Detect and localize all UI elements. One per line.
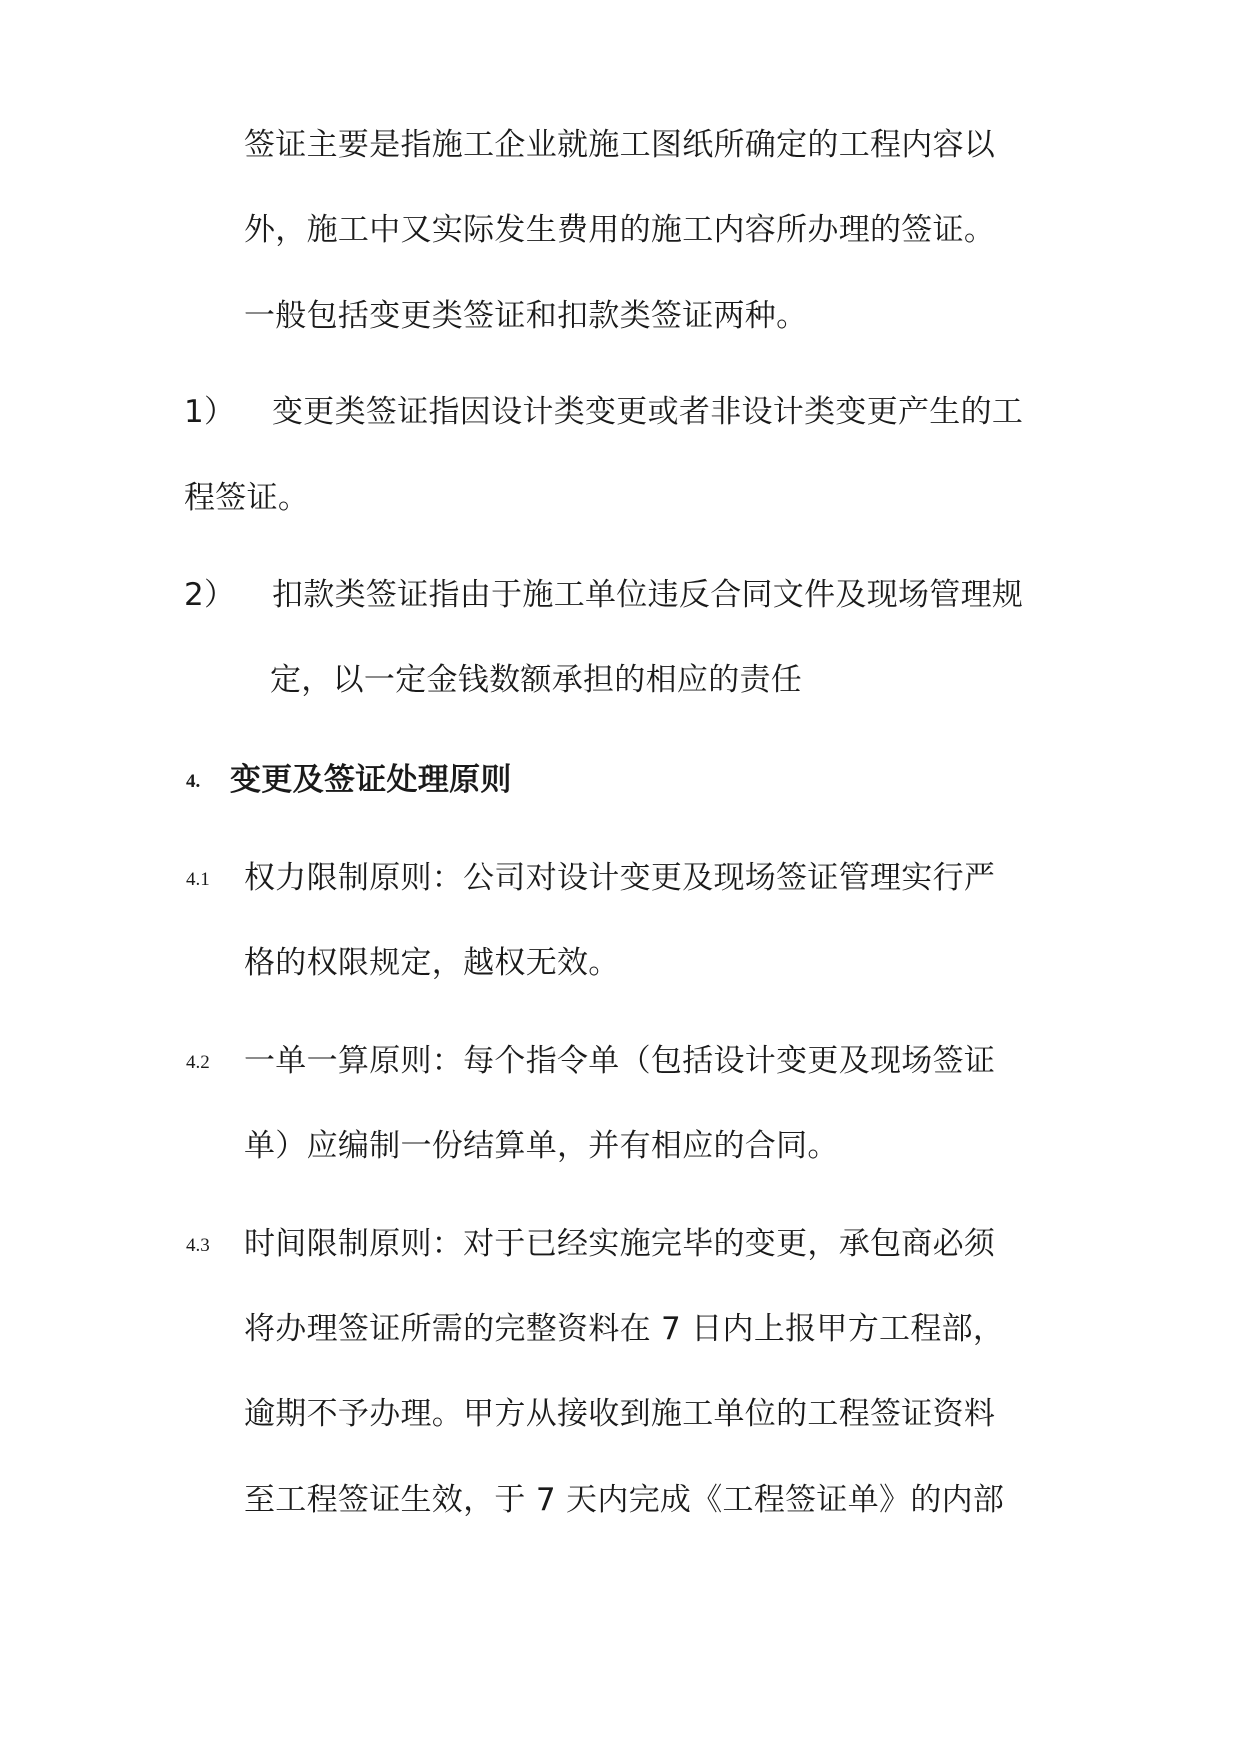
- clause-4-1-number: 4.1: [186, 869, 210, 890]
- intro-line-3: 一般包括变更类签证和扣款类签证两种。: [244, 298, 808, 334]
- clause-4-3-line-1: 时间限制原则：对于已经实施完毕的变更，承包商必须: [244, 1226, 996, 1262]
- clause-4-2-line-1: 一单一算原则：每个指令单（包括设计变更及现场签证: [244, 1043, 996, 1079]
- clause-4-3-line-4: 至工程签证生效，于 7 天内完成《工程签证单》的内部: [244, 1482, 1005, 1518]
- clause-4-2-line-2: 单）应编制一份结算单，并有相应的合同。: [244, 1128, 839, 1164]
- clause-4-1-line-2: 格的权限规定，越权无效。: [244, 945, 620, 981]
- section-number: 4.: [186, 771, 201, 792]
- clause-4-1-line-1: 权力限制原则：公司对设计变更及现场签证管理实行严: [244, 860, 996, 896]
- clause-4-3-line-2: 将办理签证所需的完整资料在 7 日内上报甲方工程部，: [244, 1311, 1005, 1347]
- intro-line-1: 签证主要是指施工企业就施工图纸所确定的工程内容以: [244, 127, 996, 163]
- list-item-2-line-2: 定，以一定金钱数额承担的相应的责任: [270, 662, 803, 698]
- clause-4-2-number: 4.2: [186, 1052, 210, 1073]
- list-item-2-marker: 2）: [184, 577, 236, 613]
- list-item-1-line-1: 变更类签证指因设计类变更或者非设计类变更产生的工: [272, 394, 1024, 430]
- list-item-1-marker: 1）: [184, 394, 236, 430]
- intro-line-2: 外，施工中又实际发生费用的施工内容所办理的签证。: [244, 212, 996, 248]
- section-title: 变更及签证处理原则: [230, 762, 512, 798]
- list-item-2-line-1: 扣款类签证指由于施工单位违反合同文件及现场管理规: [272, 577, 1024, 613]
- list-item-1-line-2: 程签证。: [184, 480, 310, 516]
- clause-4-3-line-3: 逾期不予办理。甲方从接收到施工单位的工程签证资料: [244, 1396, 996, 1432]
- clause-4-3-number: 4.3: [186, 1235, 210, 1256]
